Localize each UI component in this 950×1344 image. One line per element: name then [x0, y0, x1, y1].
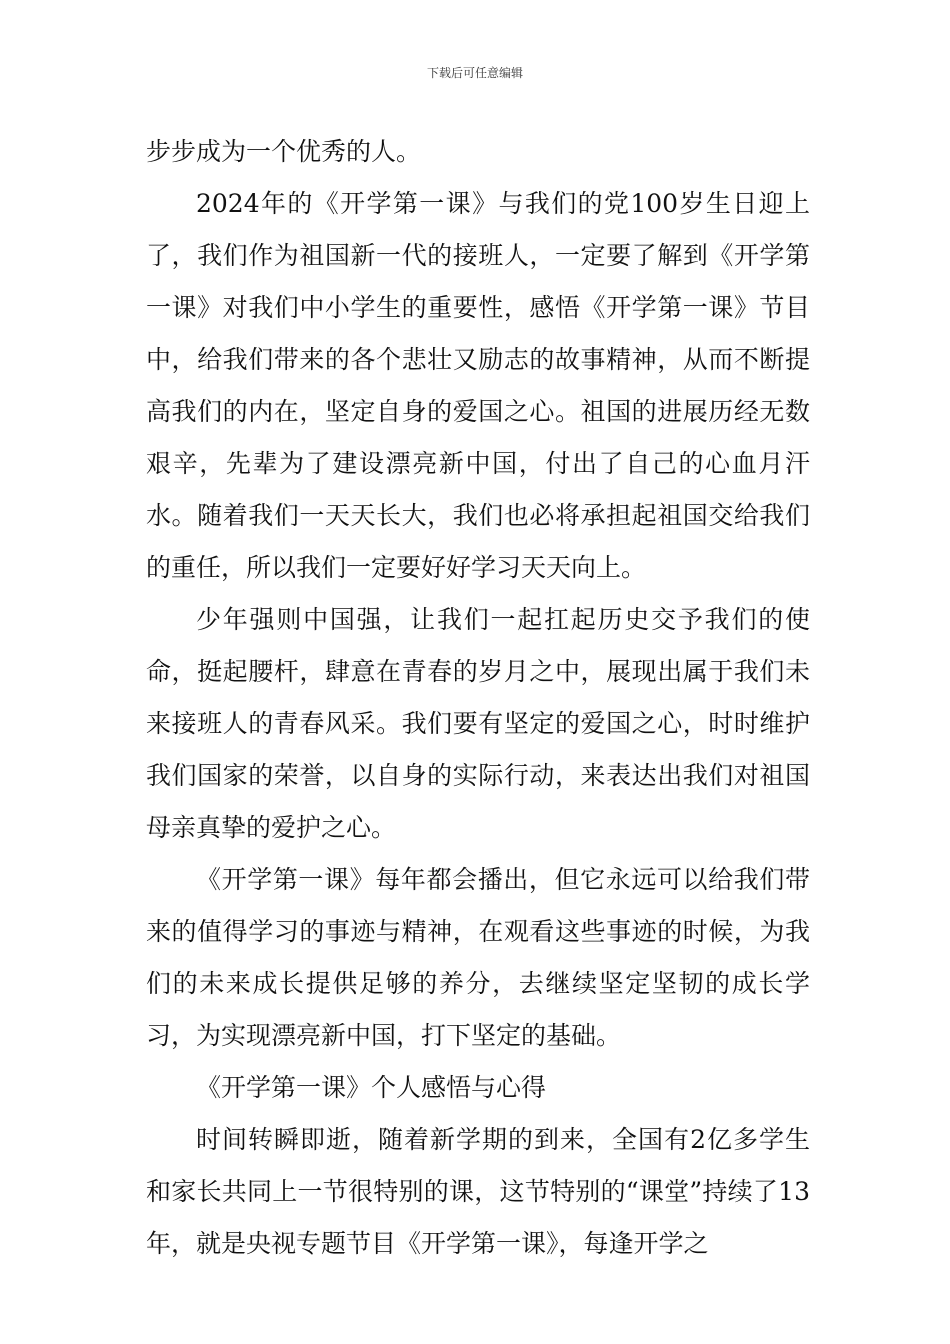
page-header: 下载后可任意编辑 [426, 66, 523, 80]
paragraph: 少年强则中国强，让我们一起扛起历史交予我们的使命，挺起腰杆，肆意在青春的岁月之中，展现出属于我们未来接班人的青春风采。我们要有坚定的爱国之心，时时维护我们国家的荣誉，以自身的实际行动，来表达出我们对祖国母亲真挚的爱护之心。 [146, 605, 810, 842]
paragraph: 2024年的《开学第一课》与我们的党100岁生日迎上了，我们作为祖国新一代的接班人，一定要了解到《开学第一课》对我们中小学生的重要性，感悟《开学第一课》节目中，给我们带来的各个悲壮又励志的故事精神，从而不断提高我们的内在，坚定自身的爱国之心。祖国的进展历经无数艰辛，先辈为了建设漂亮新中国，付出了自己的心血月汗水。随着我们一天天长大，我们也必将承担起祖国交给我们的重任，所以我们一定要好好学习天天向上。 [146, 189, 810, 582]
document-body [146, 126, 810, 1270]
paragraph: 《开学第一课》每年都会播出，但它永远可以给我们带来的值得学习的事迹与精神，在观看这些事迹的时候，为我们的未来成长提供足够的养分，去继续坚定坚韧的成长学习，为实现漂亮新中国，打下坚定的基础。 [146, 865, 810, 1050]
paragraph: 时间转瞬即逝，随着新学期的到来，全国有2亿多学生和家长共同上一节很特别的课，这节特别的“课堂”持续了13年，就是央视专题节目《开学第一课》，每逢开学之 [146, 1125, 810, 1258]
paragraph-continuation: 步步成为一个优秀的人。 [146, 137, 422, 166]
section-heading: 《开学第一课》个人感悟与心得 [196, 1073, 547, 1102]
